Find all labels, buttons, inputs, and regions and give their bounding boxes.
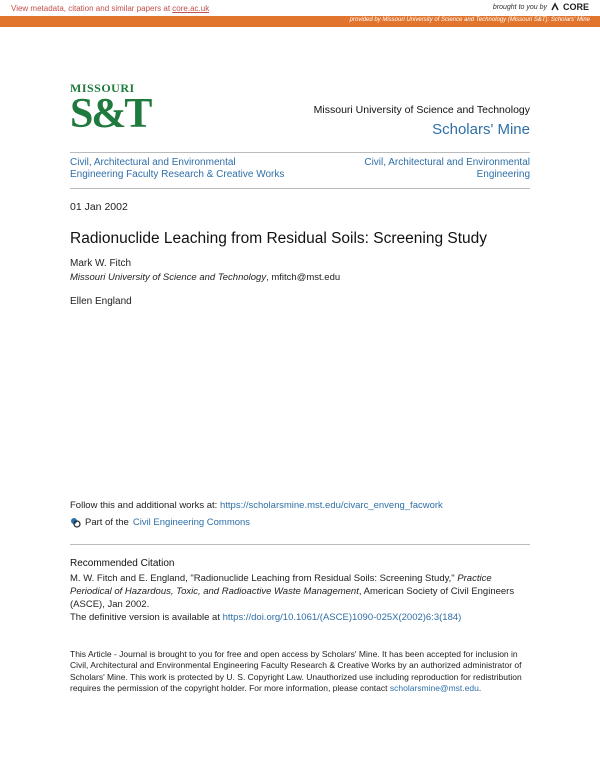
collection-link-right[interactable] xyxy=(330,157,530,181)
collection-link-left[interactable] xyxy=(70,157,310,181)
logo-missouri-text: MISSOURI xyxy=(70,81,135,95)
divider xyxy=(70,152,530,153)
contact-email-link[interactable]: scholarsmine@mst.edu xyxy=(389,683,479,694)
commons-icon xyxy=(70,517,81,528)
notice-text: This Article - Journal is brought to you for free and open access by Scholars' Mine. It has been accepted for inclusion in Civil, Architectural and Environmental Engineering Faculty Research & Creative Works by an authorized administrator of Scholars' Mine. This work is protected by U. S. Copyright Law. Unauthorized use including reproduction for redistribution requires the permission of the copyright holder. For more information, please contact xyxy=(70,649,522,694)
core-brand[interactable] xyxy=(493,2,589,12)
citation-journal: Practice Periodical of Hazardous, Toxic, and Radioactive Waste Management xyxy=(70,573,492,597)
core-provided-text: provided by Missouri University of Science and Technology (Missouri S&T): Scholars' Mine xyxy=(349,17,590,23)
author-1-name: Mark W. Fitch xyxy=(70,258,132,269)
follow-url-link[interactable]: https://scholarsmine.mst.edu/civarc_enveng_facwork xyxy=(219,500,443,511)
open-access-notice xyxy=(70,649,530,695)
publication-date: 01 Jan 2002 xyxy=(70,201,128,213)
affiliation-text: Missouri University of Science and Technology xyxy=(70,272,267,283)
citation-text xyxy=(70,572,530,624)
doi-prefix: The definitive version is available at xyxy=(70,612,223,623)
part-of-line xyxy=(70,517,250,528)
author-1-email: , mfitch@mst.edu xyxy=(266,272,341,283)
mst-logo xyxy=(70,81,151,137)
logo-st-mark: S&T xyxy=(70,91,151,137)
author-2-name: Ellen England xyxy=(70,296,132,307)
core-brought-text: brought to you by xyxy=(492,3,547,11)
core-banner xyxy=(0,0,600,16)
follow-prefix: Follow this and additional works at: xyxy=(70,500,220,511)
commons-link[interactable]: Civil Engineering Commons xyxy=(132,517,251,528)
article-title: Radionuclide Leaching from Residual Soils: Screening Study xyxy=(70,230,488,247)
core-provided-bar xyxy=(0,16,600,27)
collection-left-line2: Engineering Faculty Research & Creative Works xyxy=(70,169,285,180)
part-prefix: Part of the xyxy=(85,517,129,528)
core-logo-icon xyxy=(550,2,560,12)
author-1-affiliation xyxy=(70,272,340,283)
divider xyxy=(70,188,530,189)
collection-left-line1: Civil, Architectural and Environmental xyxy=(70,157,236,168)
collection-right-line2: Engineering xyxy=(476,169,530,180)
collection-right-line1: Civil, Architectural and Environmental xyxy=(364,157,530,168)
citation-part-b: , American Society of Civil Engineers (ASCE), Jan 2002. xyxy=(70,586,515,610)
core-link-domain[interactable]: core.ac.uk xyxy=(172,4,210,13)
divider xyxy=(70,544,530,545)
core-metadata-link[interactable] xyxy=(11,4,209,13)
core-link-prefix: View metadata, citation and similar papers at xyxy=(11,4,173,13)
doi-link[interactable]: https://doi.org/10.1061/(ASCE)1090-025X(2002)6:3(184) xyxy=(222,612,462,623)
core-brand-name: CORE xyxy=(562,2,589,12)
follow-line xyxy=(70,500,443,511)
repository-name[interactable]: Scholars' Mine xyxy=(432,121,530,138)
citation-part-a: M. W. Fitch and E. England, "Radionuclide Leaching from Residual Soils: Screening Study," xyxy=(70,573,458,584)
citation-heading: Recommended Citation xyxy=(70,558,175,569)
institution-name: Missouri University of Science and Technology xyxy=(313,104,530,116)
notice-end: . xyxy=(478,683,482,694)
